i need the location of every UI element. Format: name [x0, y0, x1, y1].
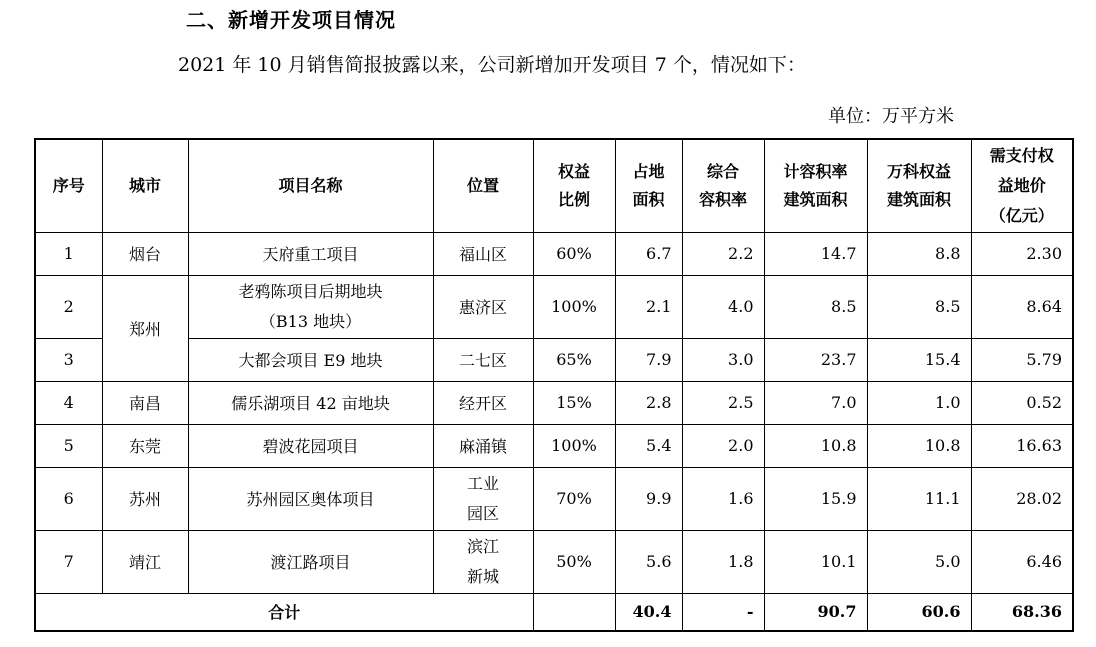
- table-row: [35, 275, 1073, 338]
- total-label: 合计: [35, 593, 533, 631]
- cell-far: 1.8: [682, 530, 764, 593]
- cell-project: 碧波花园项目: [188, 424, 433, 467]
- new-projects-table: [34, 138, 1074, 632]
- total-price: 68.36: [971, 593, 1073, 631]
- cell-location: 惠济区: [433, 275, 533, 338]
- cell-project: 大都会项目 E9 地块: [188, 338, 433, 381]
- cell-gfa: 23.7: [764, 338, 867, 381]
- header-gfa: 计容积率 建筑面积: [764, 139, 867, 232]
- cell-equity: 60%: [533, 232, 615, 275]
- cell-price: 28.02: [971, 467, 1073, 530]
- cell-city: 郑州: [102, 275, 188, 381]
- cell-city: 苏州: [102, 467, 188, 530]
- cell-far: 3.0: [682, 338, 764, 381]
- cell-equity: 70%: [533, 467, 615, 530]
- cell-city: 东莞: [102, 424, 188, 467]
- header-seq: 序号: [35, 139, 102, 232]
- total-equity-empty: [533, 593, 615, 631]
- cell-price: 2.30: [971, 232, 1073, 275]
- cell-city: 南昌: [102, 381, 188, 424]
- cell-vanke: 8.5: [867, 275, 971, 338]
- table-row: [35, 232, 1073, 275]
- cell-vanke: 10.8: [867, 424, 971, 467]
- cell-land: 9.9: [615, 467, 682, 530]
- cell-vanke: 8.8: [867, 232, 971, 275]
- total-vanke: 60.6: [867, 593, 971, 631]
- cell-project: 渡江路项目: [188, 530, 433, 593]
- cell-location: 滨江 新城: [433, 530, 533, 593]
- cell-equity: 100%: [533, 424, 615, 467]
- cell-vanke: 11.1: [867, 467, 971, 530]
- total-gfa: 90.7: [764, 593, 867, 631]
- intro-paragraph: 2021 年 10 月销售简报披露以来，公司新增加开发项目 7 个，情况如下：: [178, 54, 806, 76]
- table-header-row: [35, 139, 1073, 232]
- cell-land: 7.9: [615, 338, 682, 381]
- table-row: [35, 530, 1073, 593]
- cell-location: 经开区: [433, 381, 533, 424]
- cell-project: 儒乐湖项目 42 亩地块: [188, 381, 433, 424]
- cell-city: 烟台: [102, 232, 188, 275]
- cell-gfa: 10.1: [764, 530, 867, 593]
- header-city: 城市: [102, 139, 188, 232]
- table-row: [35, 467, 1073, 530]
- cell-land: 2.8: [615, 381, 682, 424]
- cell-seq: 1: [35, 232, 102, 275]
- cell-equity: 100%: [533, 275, 615, 338]
- cell-vanke: 1.0: [867, 381, 971, 424]
- cell-gfa: 14.7: [764, 232, 867, 275]
- cell-far: 2.2: [682, 232, 764, 275]
- cell-far: 2.5: [682, 381, 764, 424]
- total-far: -: [682, 593, 764, 631]
- header-equity: 权益 比例: [533, 139, 615, 232]
- header-project: 项目名称: [188, 139, 433, 232]
- table-row: [35, 338, 1073, 381]
- cell-seq: 7: [35, 530, 102, 593]
- cell-price: 6.46: [971, 530, 1073, 593]
- cell-gfa: 15.9: [764, 467, 867, 530]
- table-row: [35, 424, 1073, 467]
- cell-gfa: 7.0: [764, 381, 867, 424]
- cell-price: 8.64: [971, 275, 1073, 338]
- cell-gfa: 8.5: [764, 275, 867, 338]
- cell-far: 2.0: [682, 424, 764, 467]
- cell-location: 福山区: [433, 232, 533, 275]
- cell-project: 苏州园区奥体项目: [188, 467, 433, 530]
- cell-equity: 15%: [533, 381, 615, 424]
- cell-seq: 5: [35, 424, 102, 467]
- total-row: [35, 593, 1073, 631]
- cell-land: 2.1: [615, 275, 682, 338]
- cell-land: 5.6: [615, 530, 682, 593]
- cell-seq: 4: [35, 381, 102, 424]
- section-heading: 二、新增开发项目情况: [186, 8, 396, 32]
- cell-price: 0.52: [971, 381, 1073, 424]
- table-row: [35, 381, 1073, 424]
- cell-seq: 3: [35, 338, 102, 381]
- cell-gfa: 10.8: [764, 424, 867, 467]
- cell-project: 天府重工项目: [188, 232, 433, 275]
- cell-seq: 2: [35, 275, 102, 338]
- cell-seq: 6: [35, 467, 102, 530]
- total-land: 40.4: [615, 593, 682, 631]
- cell-far: 4.0: [682, 275, 764, 338]
- cell-location: 麻涌镇: [433, 424, 533, 467]
- header-land-price: 需支付权 益地价 （亿元）: [971, 139, 1073, 232]
- cell-location: 二七区: [433, 338, 533, 381]
- cell-location: 工业 园区: [433, 467, 533, 530]
- unit-label: 单位：万平方米: [828, 106, 954, 127]
- cell-land: 5.4: [615, 424, 682, 467]
- cell-vanke: 15.4: [867, 338, 971, 381]
- cell-equity: 65%: [533, 338, 615, 381]
- cell-vanke: 5.0: [867, 530, 971, 593]
- cell-price: 16.63: [971, 424, 1073, 467]
- cell-land: 6.7: [615, 232, 682, 275]
- cell-project: 老鸦陈项目后期地块 （B13 地块）: [188, 275, 433, 338]
- header-vanke-gfa: 万科权益 建筑面积: [867, 139, 971, 232]
- cell-equity: 50%: [533, 530, 615, 593]
- cell-far: 1.6: [682, 467, 764, 530]
- cell-city: 靖江: [102, 530, 188, 593]
- header-far: 综合 容积率: [682, 139, 764, 232]
- header-land-area: 占地 面积: [615, 139, 682, 232]
- header-location: 位置: [433, 139, 533, 232]
- cell-price: 5.79: [971, 338, 1073, 381]
